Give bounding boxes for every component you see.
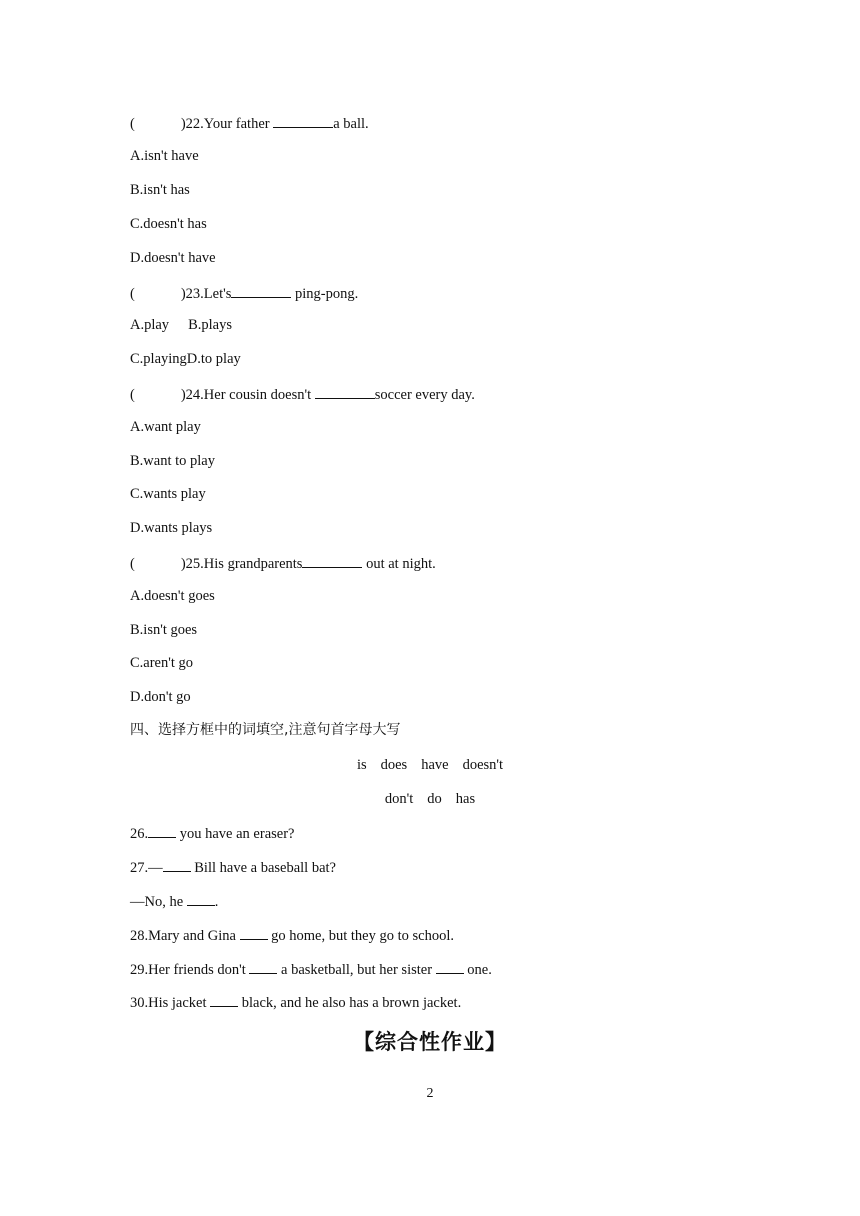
question-22-option-b: B.isn't has — [130, 182, 190, 198]
answer-blank — [231, 283, 291, 298]
question-25-option-d: D.don't go — [130, 689, 191, 705]
question-24-option-b: B.want to play — [130, 453, 215, 469]
question-23-stem: ( )23.Let's ping-pong. — [130, 283, 358, 303]
answer-blank — [315, 384, 375, 399]
question-24-stem: ( )24.Her cousin doesn't soccer every day. — [130, 384, 475, 404]
answer-blank — [249, 959, 277, 974]
answer-blank — [187, 891, 215, 906]
word-box-row-2: don't do has — [384, 791, 476, 807]
fill-item-27: 27.— Bill have a baseball bat? — [130, 857, 336, 877]
question-22-option-c: C.doesn't has — [130, 216, 207, 232]
fill-item-30: 30.His jacket black, and he also has a brown jacket. — [130, 992, 461, 1012]
question-25-option-c: C.aren't go — [130, 655, 194, 671]
question-24-option-a: A.want play — [130, 419, 201, 435]
question-23-options-row2: C.playingD.to play — [130, 351, 241, 367]
answer-blank — [148, 823, 176, 838]
answer-blank — [273, 113, 333, 128]
question-25-stem: ( )25.His grandparents out at night. — [130, 553, 436, 573]
fill-item-29: 29.Her friends don't a basketball, but her sister one. — [130, 959, 492, 979]
question-24-option-c: C.wants play — [130, 486, 206, 502]
fill-item-28: 28.Mary and Gina go home, but they go to school. — [130, 925, 454, 945]
question-25-option-a: A.doesn't goes — [130, 588, 215, 604]
answer-blank — [163, 857, 191, 872]
question-22-option-d: D.doesn't have — [130, 250, 216, 266]
fill-item-26: 26. you have an eraser? — [130, 823, 294, 843]
section-title: 【综合性作业】 — [353, 1030, 507, 1054]
word-box-row-1: is does have doesn't — [356, 757, 504, 773]
answer-blank — [436, 959, 464, 974]
question-25-option-b: B.isn't goes — [130, 622, 198, 638]
section-4-heading: 四、选择方框中的词填空,注意句首字母大写 — [130, 722, 401, 738]
answer-blank — [240, 925, 268, 940]
answer-blank — [210, 992, 238, 1007]
page-number: 2 — [426, 1086, 434, 1101]
fill-item-27-reply: —No, he . — [130, 891, 218, 911]
question-23-options-row1: A.play B.plays — [130, 317, 232, 333]
question-24-option-d: D.wants plays — [130, 520, 213, 536]
question-22-option-a: A.isn't have — [130, 148, 199, 164]
answer-blank — [302, 553, 362, 568]
question-22-stem: ( )22.Your father a ball. — [130, 113, 369, 133]
